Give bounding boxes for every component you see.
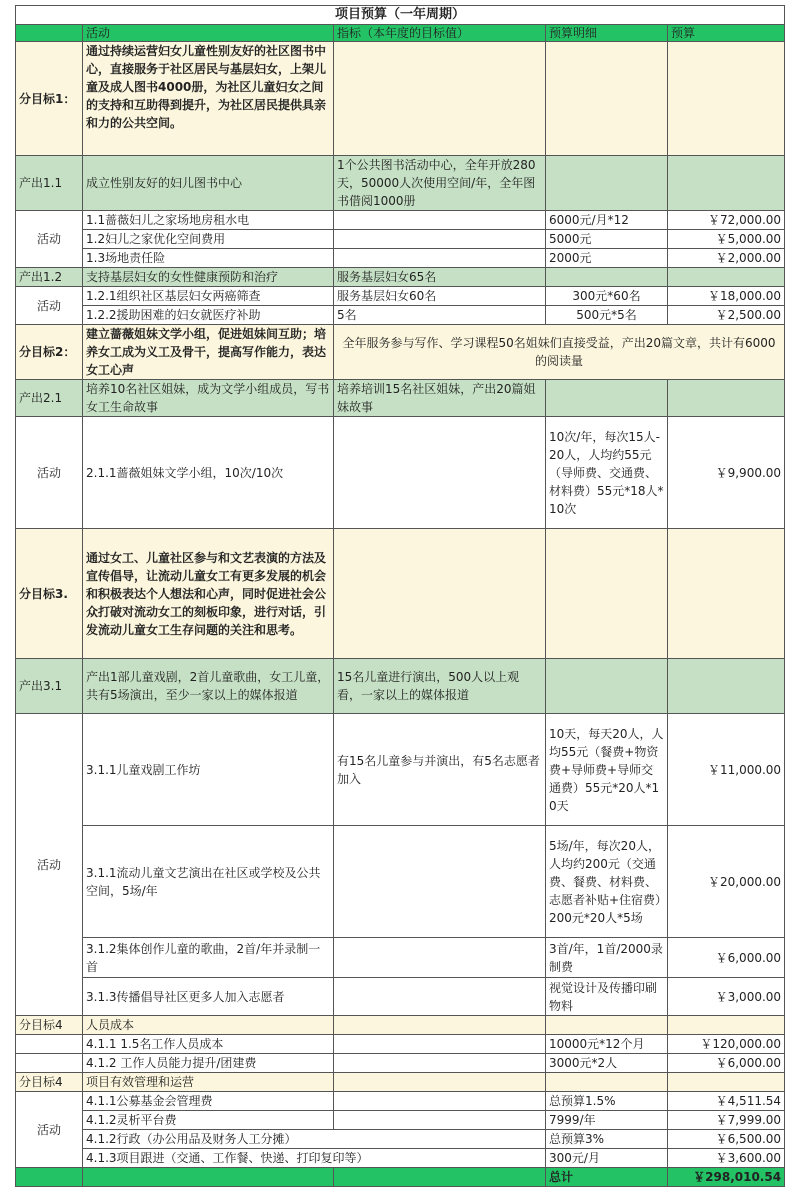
amount-cell: ￥5,000.00 bbox=[668, 230, 785, 249]
amount-cell: ￥6,500.00 bbox=[668, 1130, 785, 1149]
amount-cell: ￥3,000.00 bbox=[668, 978, 785, 1016]
detail-cell: 总预算3% bbox=[546, 1130, 668, 1149]
table-row-activity: 1.3场地责任险 bbox=[83, 249, 334, 268]
total-amount: ￥298,010.54 bbox=[668, 1168, 785, 1187]
output-1-1-indicator: 1个公共图书活动中心，全年开放280天，50000人次使用空间/年，全年图书借阅1000册 bbox=[334, 156, 546, 211]
detail-cell: 10次/年，每次15人-20人，人均约55元（导师费、交通费、材料费）55元*18人*10次 bbox=[546, 417, 668, 529]
activity-4-label: 活动 bbox=[16, 1092, 83, 1168]
amount-cell: ￥3,600.00 bbox=[668, 1149, 785, 1168]
table-row-activity: 3.1.1流动儿童文艺演出在社区或学校及公共空间，5场/年 bbox=[83, 826, 334, 938]
detail-cell: 10天，每天20人，人均55元（餐费+物资费+导师费+导师交通费）55元*20人*10天 bbox=[546, 714, 668, 826]
table-row-activity: 2.1.1蔷薇姐妹文学小组，10次/10次 bbox=[83, 417, 334, 529]
budget-sheet bbox=[15, 5, 785, 1187]
table-row-activity: 4.1.3项目跟进（交通、工作餐、快递、打印复印等） bbox=[83, 1149, 546, 1168]
amount-cell: ￥9,900.00 bbox=[668, 417, 785, 529]
amount-cell: ￥18,000.00 bbox=[668, 287, 785, 306]
detail-cell: 2000元 bbox=[546, 249, 668, 268]
header-cell-blank bbox=[16, 25, 83, 42]
detail-cell: 5000元 bbox=[546, 230, 668, 249]
budget-table bbox=[15, 5, 785, 1187]
amount-cell: ￥6,000.00 bbox=[668, 1054, 785, 1073]
amount-cell: ￥20,000.00 bbox=[668, 826, 785, 938]
detail-cell: 5场/年，每次20人，人均约200元（交通费、餐费、材料费、志愿者补贴+住宿费）200元*20人*5场 bbox=[546, 826, 668, 938]
detail-cell: 总预算1.5% bbox=[546, 1092, 668, 1111]
activity-1-2-label: 活动 bbox=[16, 287, 83, 325]
detail-cell: 视觉设计及传播印刷物料 bbox=[546, 978, 668, 1016]
table-row-activity: 1.2.1组织社区基层妇女两癌筛查 bbox=[83, 287, 334, 306]
amount-cell: ￥4,511.54 bbox=[668, 1092, 785, 1111]
output-1-2-label: 产出1.2 bbox=[16, 268, 83, 287]
table-row-activity: 3.1.2集体创作儿童的歌曲，2首/年并录制一首 bbox=[83, 938, 334, 978]
table-row-activity: 4.1.1公募基金会管理费 bbox=[83, 1092, 334, 1111]
output-1-2-activity: 支持基层妇女的女性健康预防和治疗 bbox=[83, 268, 334, 287]
activity-3-1-label: 活动 bbox=[16, 714, 83, 1016]
table-row-activity: 4.1.2灵析平台费 bbox=[83, 1111, 334, 1130]
goal-3-text: 通过女工、儿童社区参与和文艺表演的方法及宣传倡导，让流动儿童女工有更多发展的机会和积极表达个人想法和心声，同时促进社会公众打破对流动女工的刻板印象，进行对话，引发流动儿童女工生存问题的关注和思考。 bbox=[83, 529, 334, 659]
amount-cell: ￥11,000.00 bbox=[668, 714, 785, 826]
table-row-activity: 3.1.3传播倡导社区更多人加入志愿者 bbox=[83, 978, 334, 1016]
indicator-cell: 有15名儿童参与并演出，有5名志愿者加入 bbox=[334, 714, 546, 826]
detail-cell: 3000元*2人 bbox=[546, 1054, 668, 1073]
header-indicator: 指标（本年度的目标值） bbox=[334, 25, 546, 42]
amount-cell: ￥2,000.00 bbox=[668, 249, 785, 268]
activity-1-label: 活动 bbox=[16, 211, 83, 268]
goal-2-indicator: 全年服务参与写作、学习课程50名姐妹们直接受益，产出20篇文章，共计有6000的阅读量 bbox=[334, 325, 785, 380]
goal-4-personnel-text: 人员成本 bbox=[83, 1016, 334, 1035]
goal-3-label: 分目标3. bbox=[16, 529, 83, 659]
goal-1-text: 通过持续运营妇女儿童性别友好的社区图书中心，直接服务于社区居民与基层妇女，上架儿童及成人图书4000册，为社区儿童妇女之间的支持和互助得到提升，为社区居民提供具亲和力的公共空间。 bbox=[83, 42, 334, 156]
detail-cell: 6000元/月*12 bbox=[546, 211, 668, 230]
goal-1-label: 分目标1： bbox=[16, 42, 83, 156]
amount-cell: ￥6,000.00 bbox=[668, 938, 785, 978]
indicator-cell: 5名 bbox=[334, 306, 546, 325]
table-row-activity: 1.2妇儿之家优化空间费用 bbox=[83, 230, 334, 249]
output-2-1-activity: 培养10名社区姐妹，成为文学小组成员，写书女工生命故事 bbox=[83, 380, 334, 417]
table-row-activity: 1.1蔷薇妇儿之家场地房租水电 bbox=[83, 211, 334, 230]
detail-cell: 500元*5名 bbox=[546, 306, 668, 325]
header-budget: 预算 bbox=[668, 25, 785, 42]
table-row-activity: 4.1.2 工作人员能力提升/团建费 bbox=[83, 1054, 334, 1073]
output-1-2-indicator: 服务基层妇女65名 bbox=[334, 268, 546, 287]
output-1-1-label: 产出1.1 bbox=[16, 156, 83, 211]
goal-4-personnel-label: 分目标4 bbox=[16, 1016, 83, 1035]
table-row-activity: 3.1.1儿童戏剧工作坊 bbox=[83, 714, 334, 826]
table-row-activity: 1.2.2援助困难的妇女就医疗补助 bbox=[83, 306, 334, 325]
output-3-1-activity: 产出1部儿童戏剧，2首儿童歌曲，女工儿童，共有5场演出，至少一家以上的媒体报道 bbox=[83, 659, 334, 714]
goal-4-management-label: 分目标4 bbox=[16, 1073, 83, 1092]
table-row-activity: 4.1.2行政（办公用品及财务人工分摊） bbox=[83, 1130, 546, 1149]
amount-cell: ￥7,999.00 bbox=[668, 1111, 785, 1130]
goal-4-management-text: 项目有效管理和运营 bbox=[83, 1073, 334, 1092]
header-activity: 活动 bbox=[83, 25, 334, 42]
output-3-1-indicator: 15名儿童进行演出，500人以上观看，一家以上的媒体报道 bbox=[334, 659, 546, 714]
output-2-1-indicator: 培养培训15名社区姐妹，产出20篇姐妹故事 bbox=[334, 380, 546, 417]
goal-2-label: 分目标2： bbox=[16, 325, 83, 380]
output-1-1-activity: 成立性别友好的妇儿图书中心 bbox=[83, 156, 334, 211]
activity-2-1-label: 活动 bbox=[16, 417, 83, 529]
amount-cell: ￥120,000.00 bbox=[668, 1035, 785, 1054]
table-row-activity: 4.1.1 1.5名工作人员成本 bbox=[83, 1035, 334, 1054]
goal-2-text: 建立蔷薇姐妹文学小组，促进姐妹间互助；培养女工成为义工及骨干，提高写作能力，表达女工心声 bbox=[83, 325, 334, 380]
table-title: 项目预算（一年周期） bbox=[16, 6, 785, 25]
amount-cell: ￥72,000.00 bbox=[668, 211, 785, 230]
output-3-1-label: 产出3.1 bbox=[16, 659, 83, 714]
detail-cell: 10000元*12个月 bbox=[546, 1035, 668, 1054]
total-label: 总计 bbox=[546, 1168, 668, 1187]
amount-cell: ￥2,500.00 bbox=[668, 306, 785, 325]
output-2-1-label: 产出2.1 bbox=[16, 380, 83, 417]
detail-cell: 7999/年 bbox=[546, 1111, 668, 1130]
detail-cell: 3首/年，1首/2000录制费 bbox=[546, 938, 668, 978]
indicator-cell: 服务基层妇女60名 bbox=[334, 287, 546, 306]
detail-cell: 300元/月 bbox=[546, 1149, 668, 1168]
header-detail: 预算明细 bbox=[546, 25, 668, 42]
detail-cell: 300元*60名 bbox=[546, 287, 668, 306]
